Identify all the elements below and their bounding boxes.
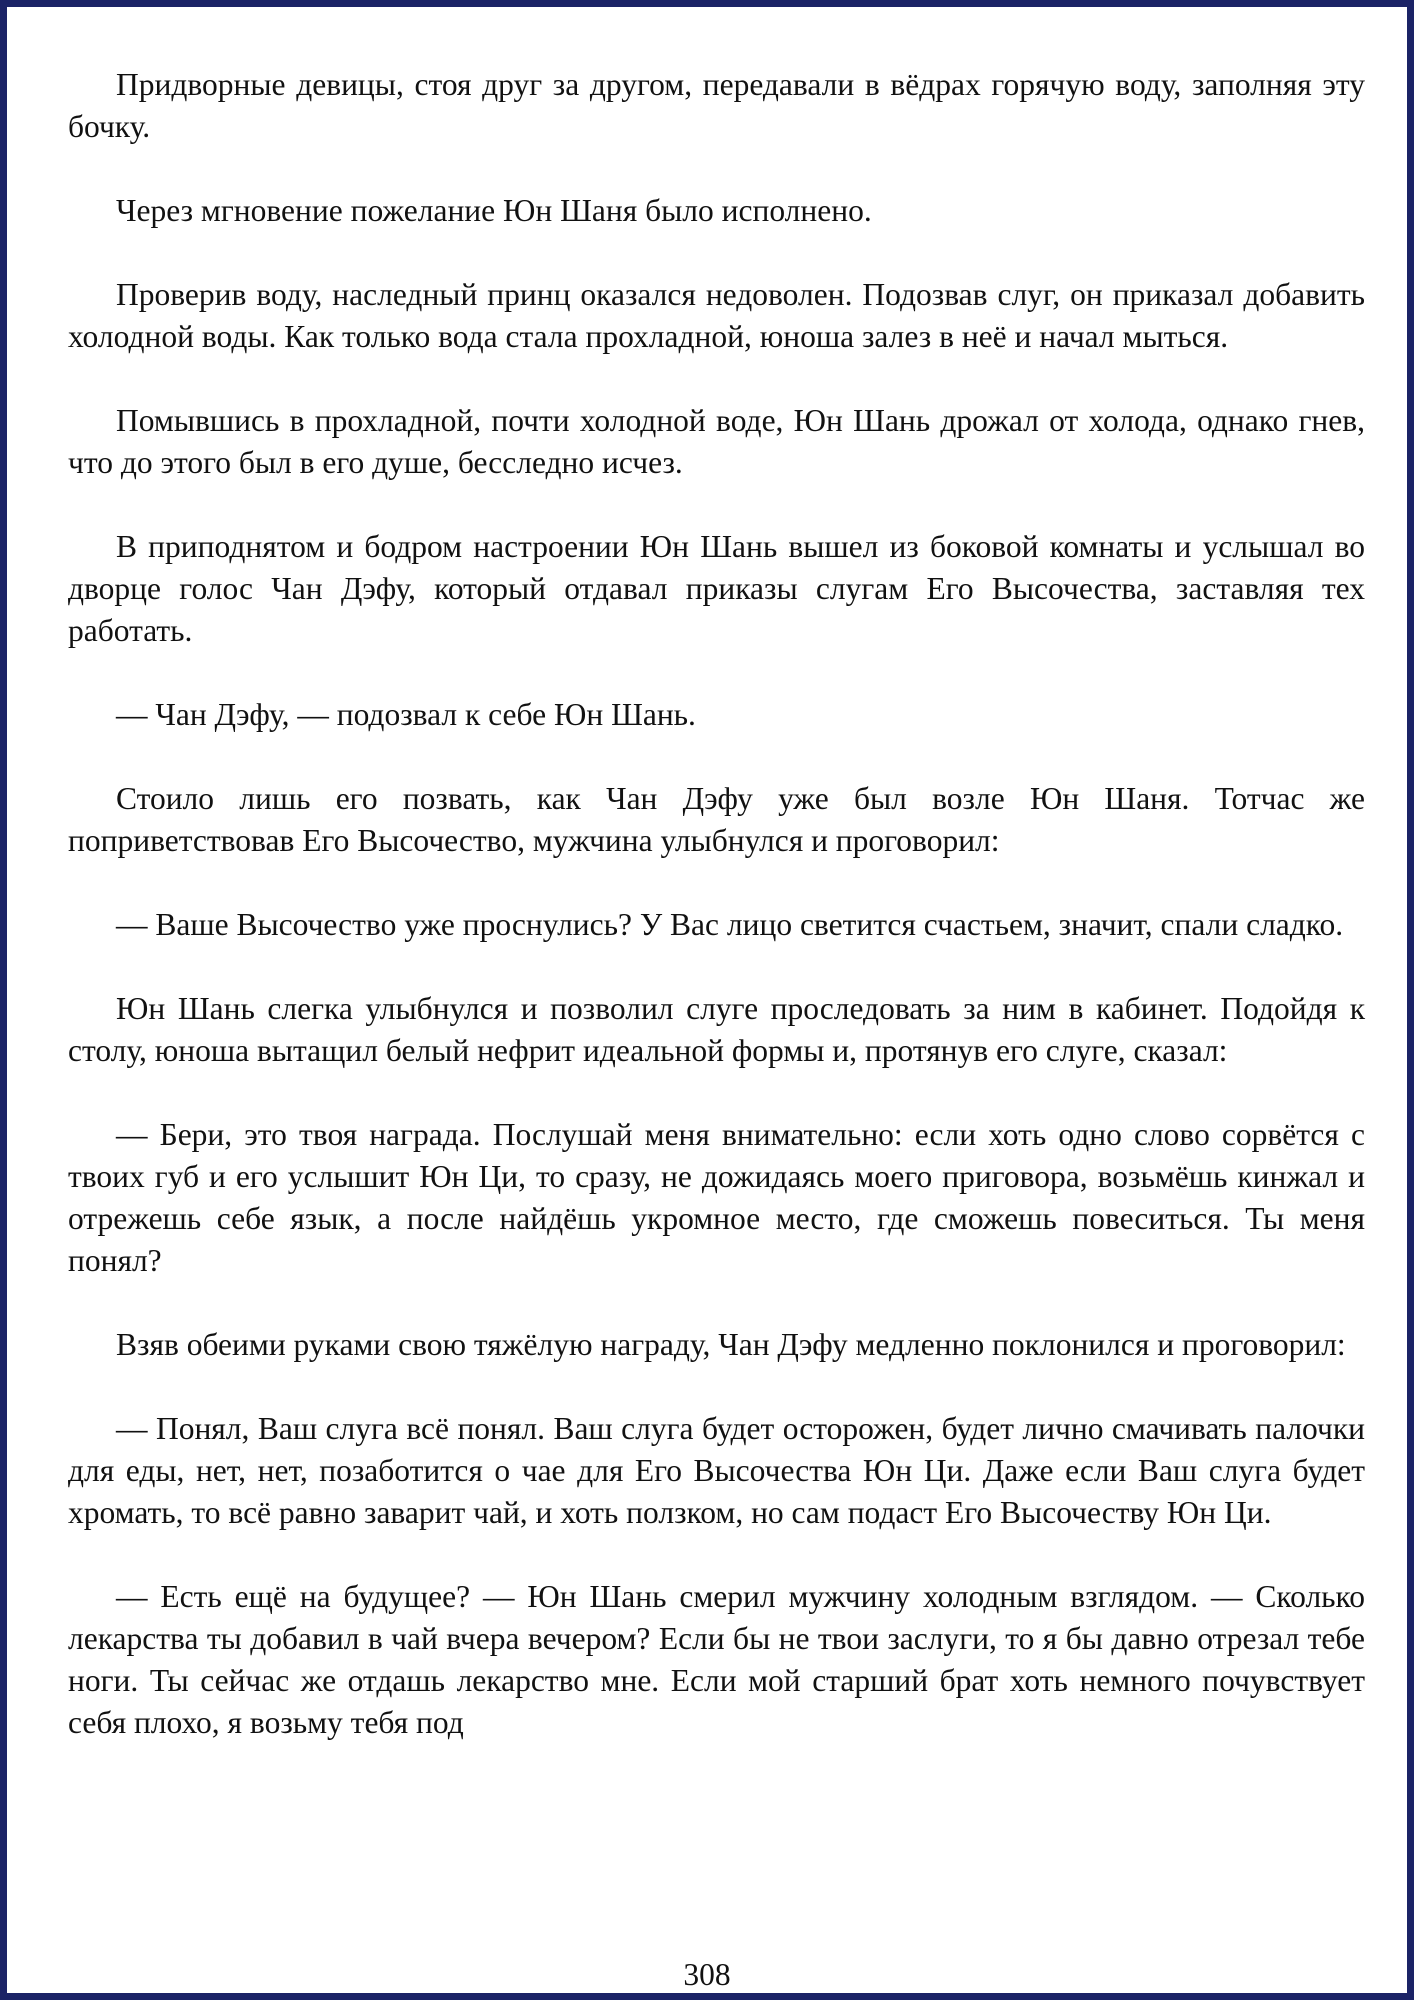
- paragraph-2: Через мгновение пожелание Юн Шаня было исполнено.: [116, 193, 872, 228]
- paragraph-7: Стоило лишь его позвать, как Чан Дэфу уже был возле Юн Шаня. Тотчас же поприветствовав Его Высочество, мужчина улыбнулся и проговорил:: [68, 781, 1365, 858]
- paragraph-11: Взяв обеими руками свою тяжёлую награду, Чан Дэфу медленно поклонился и проговорил:: [116, 1327, 1346, 1362]
- paragraph-5: В приподнятом и бодром настроении Юн Шань вышел из боковой комнаты и услышал во дворце голос Чан Дэфу, который отдавал приказы слугам Его Высочества, заставляя тех работать.: [68, 529, 1365, 648]
- paragraph-1: Придворные девицы, стоя друг за другом, передавали в вёдрах горячую воду, заполняя эту бочку.: [68, 67, 1365, 144]
- paragraph-3: Проверив воду, наследный принц оказался недоволен. Подозвав слуг, он приказал добавить холодной воды. Как только вода стала прохладной, юноша залез в неё и начал мыться.: [68, 277, 1365, 354]
- book-page: [7, 7, 1407, 1993]
- paragraph-12: — Понял, Ваш слуга всё понял. Ваш слуга будет осторожен, будет лично смачивать палочки для еды, нет, нет, позаботится о чае для Его Высочества Юн Ци. Даже если Ваш слуга будет хромать, то всё равно заварит чай, и хоть ползком, но сам подаст Его Высочеству Юн Ци.: [68, 1411, 1365, 1530]
- page-number: 308: [683, 1957, 731, 1992]
- paragraph-4: Помывшись в прохладной, почти холодной воде, Юн Шань дрожал от холода, однако гнев, что до этого был в его душе, бесследно исчез.: [68, 403, 1365, 480]
- paragraph-9: Юн Шань слегка улыбнулся и позволил слуге проследовать за ним в кабинет. Подойдя к столу, юноша вытащил белый нефрит идеальной формы и, протянув его слуге, сказал:: [68, 991, 1365, 1068]
- paragraph-10: — Бери, это твоя награда. Послушай меня внимательно: если хоть одно слово сорвётся с твоих губ и его услышит Юн Ци, то сразу, не дожидаясь моего приговора, возьмёшь кинжал и отрежешь себе язык, а после найдёшь укромное место, где сможешь повеситься. Ты меня понял?: [68, 1117, 1365, 1278]
- paragraph-8: — Ваше Высочество уже проснулись? У Вас лицо светится счастьем, значит, спали сладко.: [116, 907, 1344, 942]
- paragraph-13: — Есть ещё на будущее? — Юн Шань смерил мужчину холодным взглядом. — Сколько лекарства ты добавил в чай вчера вечером? Если бы не твои заслуги, то я бы давно отрезал тебе ноги. Ты сейчас же отдашь лекарство мне. Если мой старший брат хоть немного почувствует себя плохо, я возьму тебя под: [68, 1579, 1365, 1740]
- paragraph-6: — Чан Дэфу, — подозвал к себе Юн Шань.: [116, 697, 696, 732]
- page-text: [68, 64, 1365, 1786]
